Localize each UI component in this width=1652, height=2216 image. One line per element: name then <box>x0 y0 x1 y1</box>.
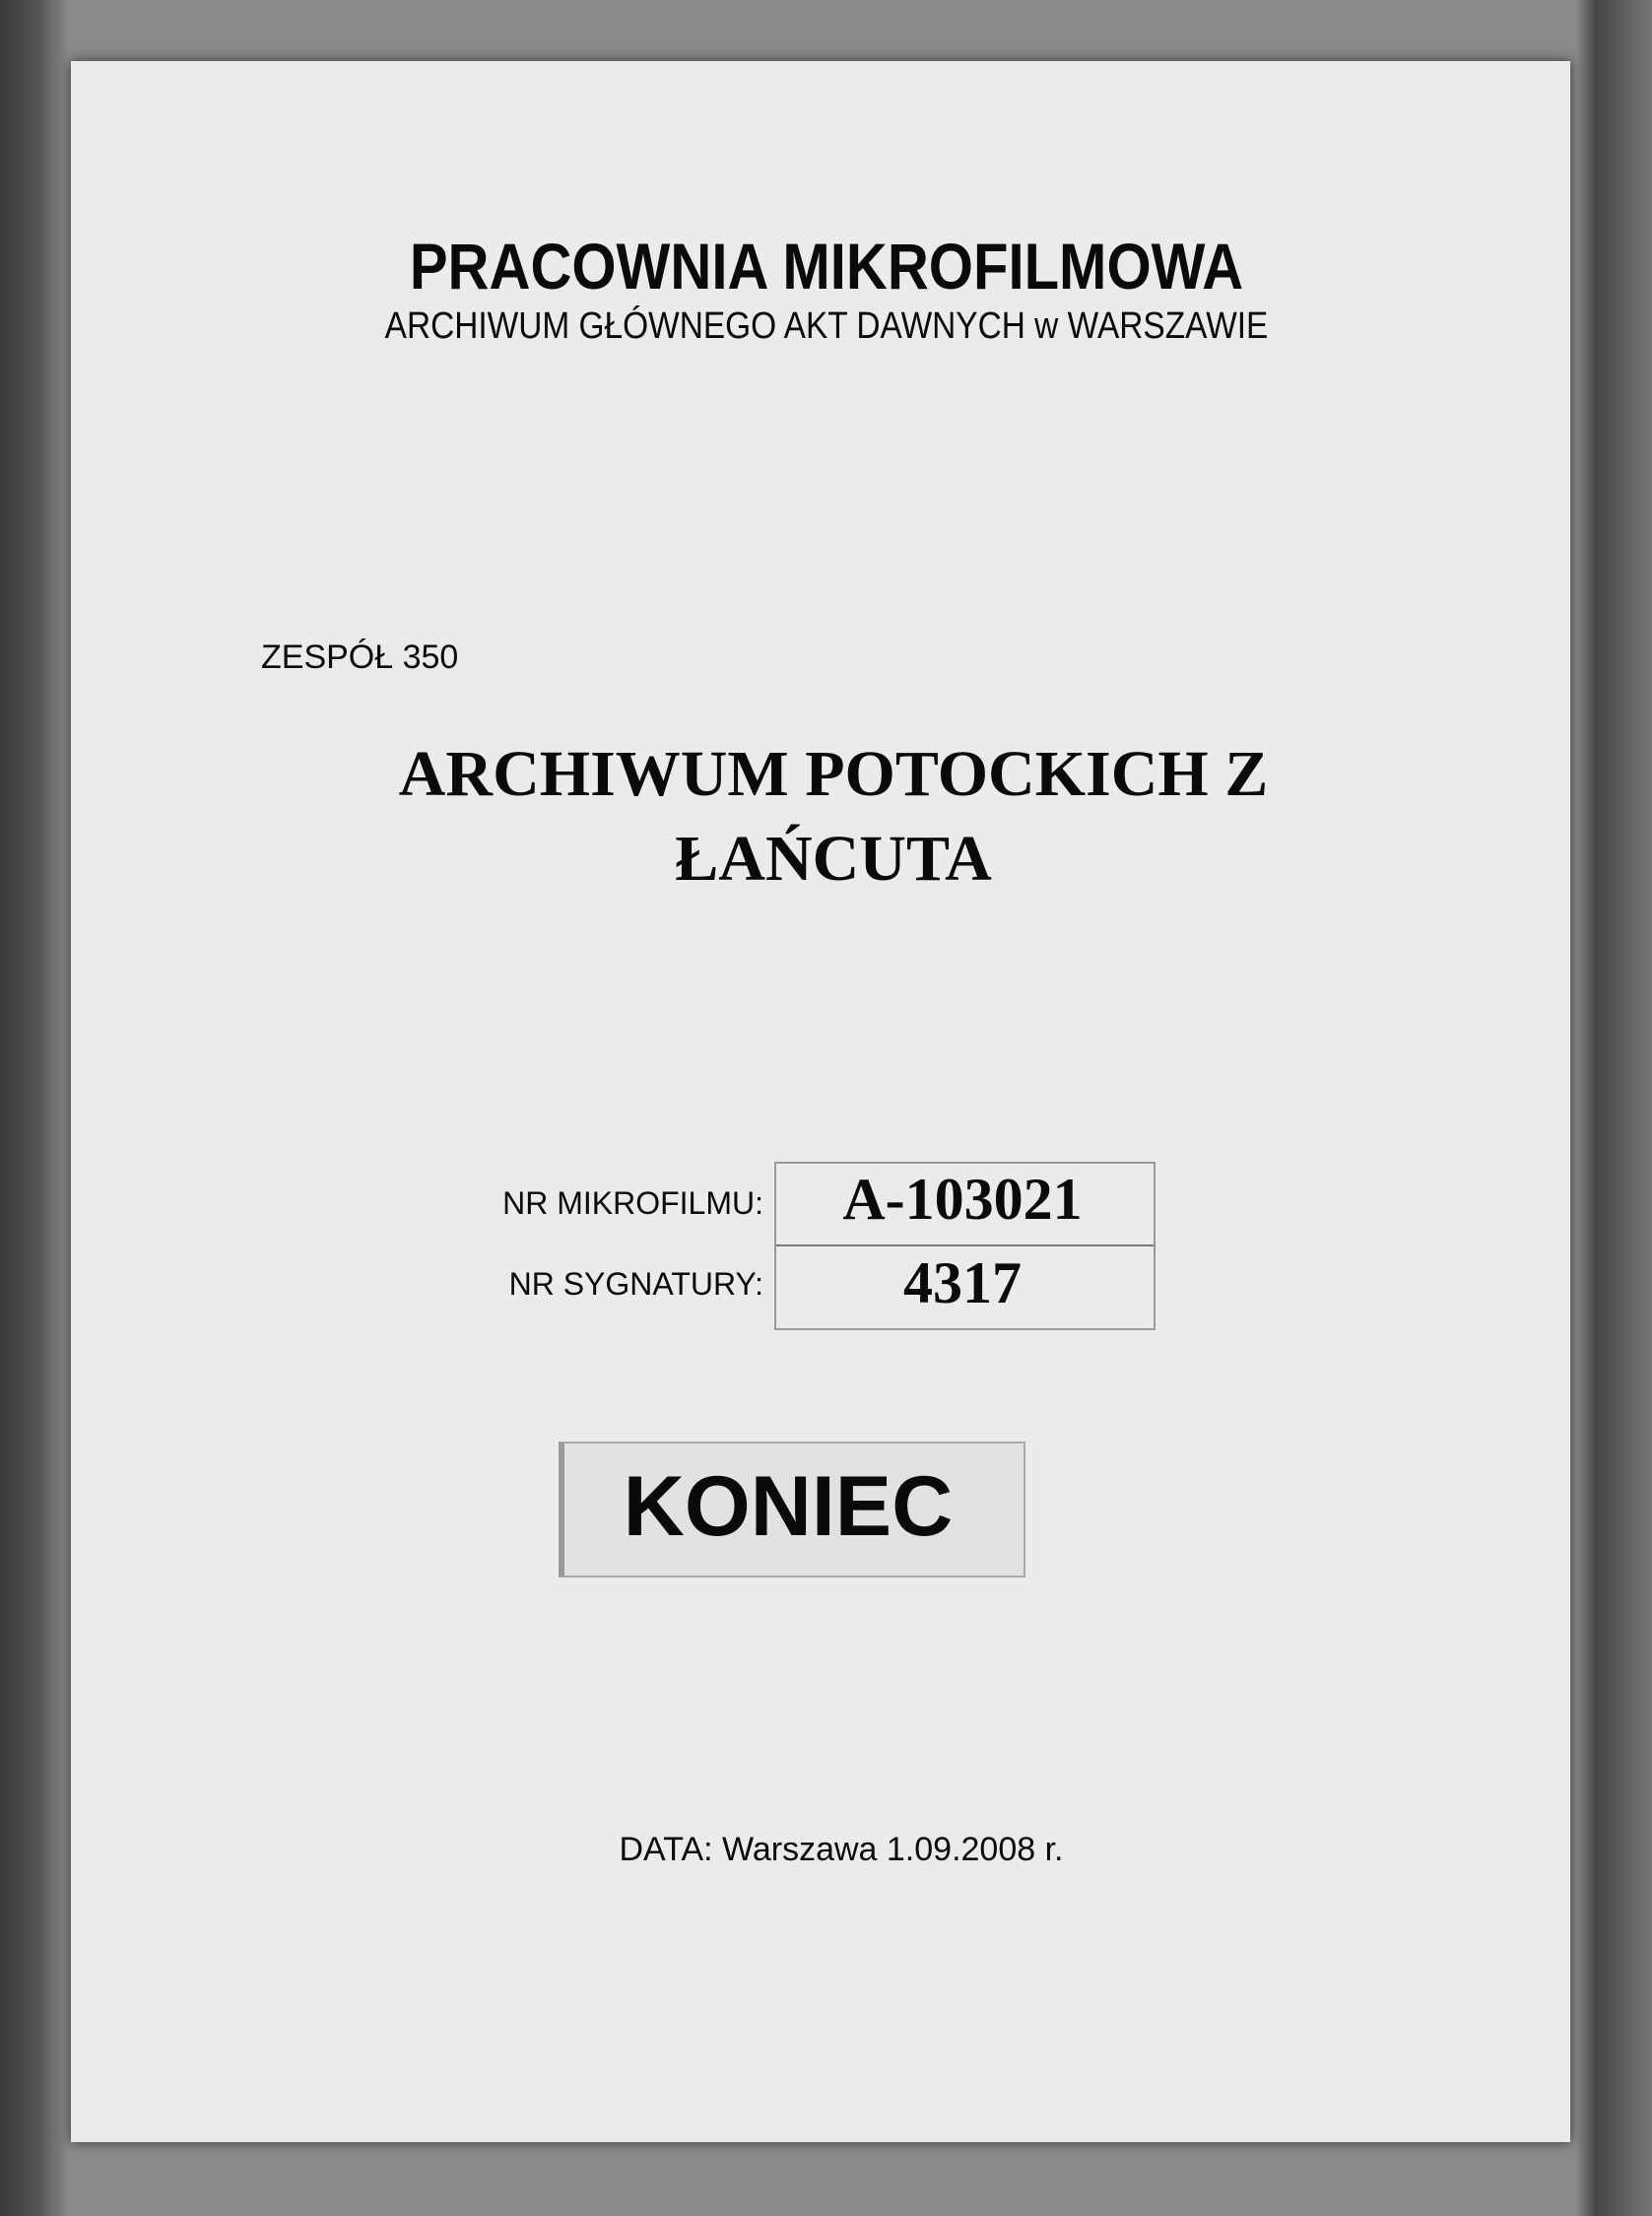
microfilm-label: NR MIKROFILMU: <box>502 1185 763 1221</box>
institution-subtitle <box>325 305 1329 348</box>
collection-name-line2: ŁAŃCUTA <box>675 823 992 895</box>
microfilm-number: A-103021 <box>842 1167 1083 1232</box>
signature-number: 4317 <box>903 1250 1022 1315</box>
date-line: DATA: Warszawa 1.09.2008 r. <box>619 1831 1064 1868</box>
fonds-number: ZESPÓŁ 350 <box>261 638 459 676</box>
institution-title-text: PRACOWNIA MIKROFILMOWA <box>409 230 1244 302</box>
signature-label: NR SYGNATURY: <box>508 1266 763 1302</box>
institution-subtitle-text: ARCHIWUM GŁÓWNEGO AKT DAWNYCH w WARSZAWIE <box>384 305 1269 347</box>
table-divider <box>776 1244 1154 1246</box>
institution-title <box>353 229 1300 303</box>
collection-name-line1: ARCHIWUM POTOCKICH Z <box>398 738 1269 810</box>
end-label: KONIEC <box>623 1459 954 1554</box>
